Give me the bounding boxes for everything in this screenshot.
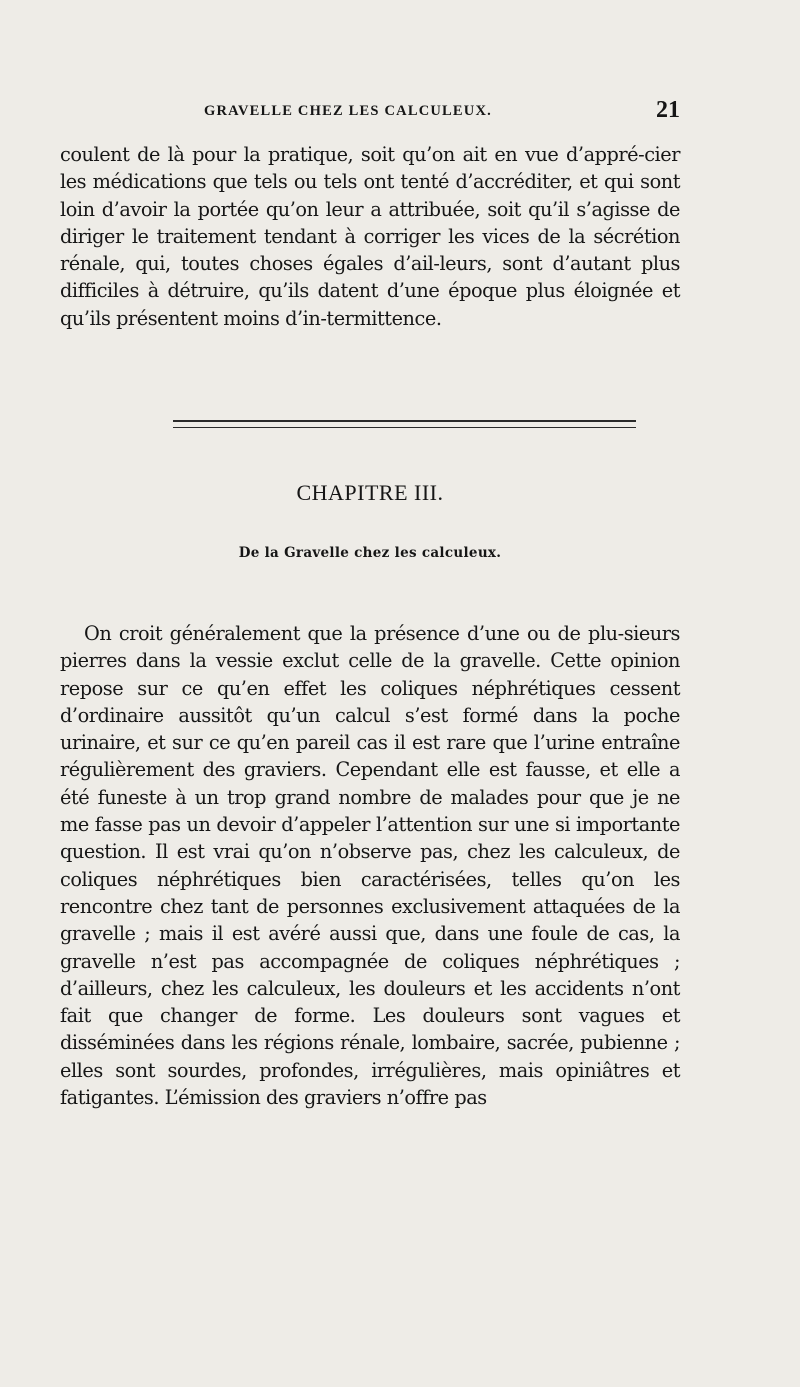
section-divider xyxy=(173,420,636,428)
running-title: GRAVELLE CHEZ LES CALCULEUX. xyxy=(204,103,492,119)
chapter-paragraph: On croit généralement que la présence d’une ou de plu-sieurs pierres dans la vessie exclut celle de la gravelle. Cette opinion repose sur ce qu’en effet les coliques néphrétiques cessent d’ordinaire aussitôt qu’un calcul s’est formé dans la poche urinaire, et sur ce qu’en pareil cas il est rare que l’urine entraîne régulièrement des graviers. Cependant elle est fausse, et elle a été funeste à un trop grand nombre de malades pour que je ne me fasse pas un devoir d’appeler l’attention sur une si importante question. Il est vrai qu’on n’observe pas, chez les calculeux, de coliques néphrétiques bien caractérisées, telles qu’on les rencontre chez tant de personnes exclusivement attaquées de la gravelle ; mais il est avéré aussi que, dans une foule de cas, la gravelle n’est pas accompagnée de coliques néphrétiques ; d’ailleurs, chez les calculeux, les douleurs et les accidents n’ont fait que changer de forme. Les douleurs sont vagues et disséminées dans les régions rénale, lombaire, sacrée, pubienne ; elles sont sourdes, profondes, irrégulières, mais opiniâtres et fatigantes. L’émission des graviers n’offre pas xyxy=(60,622,680,1110)
running-head xyxy=(60,97,680,129)
chapter-subtitle: De la Gravelle chez les calculeux. xyxy=(238,545,502,561)
chapter-title: CHAPITRE III. xyxy=(296,480,444,505)
page-number: 21 xyxy=(656,97,680,123)
paragraph-continuation: coulent de là pour la pratique, soit qu’on ait en vue d’appré-cier les médications que tels ou tels ont tenté d’accréditer, et qui sont loin d’avoir la portée qu’on leur a attribuée, soit qu’il s’agisse de diriger le traitement tendant à corriger les vices de la sécrétion rénale, qui, toutes choses égales d’ail-leurs, sont d’autant plus difficiles à détruire, qu’ils datent d’une époque plus éloignée et qu’ils présentent moins d’in-termittence. xyxy=(60,143,680,330)
